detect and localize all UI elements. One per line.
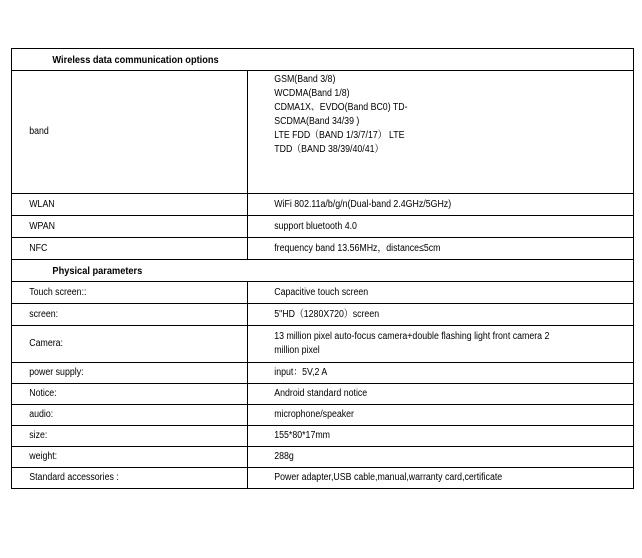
row-value: 5"HD（1280X720）screen [271, 304, 611, 326]
table-row-band [12, 71, 634, 194]
table-row-notice [12, 384, 634, 405]
section-title: Wireless data communication options [49, 49, 596, 71]
table-row-wpan [12, 216, 634, 238]
section-title: Physical parameters [49, 260, 596, 282]
row-label: WLAN [26, 194, 234, 216]
row-label: power supply: [26, 363, 234, 384]
row-value [271, 326, 611, 363]
value-line: million pixel [273, 345, 320, 356]
row-value: Power adapter,USB cable,manual,warranty card,certificate [271, 468, 611, 489]
row-label: screen: [26, 304, 234, 326]
table-row-screen [12, 304, 634, 326]
table-row-power-supply [12, 363, 634, 384]
value-line: LTE FDD（BAND 1/3/7/17） LTE [273, 130, 404, 141]
table-row-wlan [12, 194, 634, 216]
row-value: 288g [271, 447, 611, 468]
table-row-audio [12, 405, 634, 426]
row-value: frequency band 13.56MHz，distance≤5cm [271, 238, 611, 260]
section-header-physical [12, 260, 634, 282]
row-label: Touch screen:: [26, 282, 234, 304]
table-row-touch-screen [12, 282, 634, 304]
table-row-weight [12, 447, 634, 468]
table-row-size [12, 426, 634, 447]
row-label: size: [26, 426, 234, 447]
table-row-camera [12, 326, 634, 363]
value-line: CDMA1X、EVDO(Band BC0) TD- [273, 102, 408, 113]
value-line: TDD（BAND 38/39/40/41） [273, 144, 383, 155]
value-line: SCDMA(Band 34/39 ) [273, 116, 359, 127]
row-value: Android standard notice [271, 384, 611, 405]
row-value: 155*80*17mm [271, 426, 611, 447]
row-label: NFC [26, 238, 234, 260]
row-label: band [26, 71, 234, 194]
row-label: weight: [26, 447, 234, 468]
row-label: WPAN [26, 216, 234, 238]
row-label: Camera: [26, 326, 234, 363]
row-label: audio: [26, 405, 234, 426]
row-value: Capacitive touch screen [271, 282, 611, 304]
row-value: WiFi 802.11a/b/g/n(Dual-band 2.4GHz/5GHz) [271, 194, 611, 216]
specifications-table [11, 48, 634, 489]
row-value [271, 71, 611, 194]
value-line: WCDMA(Band 1/8) [273, 88, 350, 99]
row-label: Standard accessories : [26, 468, 234, 489]
value-line: GSM(Band 3/8) [273, 74, 335, 85]
section-header-wireless [12, 49, 634, 71]
table-row-nfc [12, 238, 634, 260]
row-value: microphone/speaker [271, 405, 611, 426]
row-value: support bluetooth 4.0 [271, 216, 611, 238]
value-line: 13 million pixel auto-focus camera+double flashing light front camera 2 [273, 331, 549, 342]
row-value: input：5V,2 A [271, 363, 611, 384]
row-label: Notice: [26, 384, 234, 405]
table-row-standard-accessories [12, 468, 634, 489]
